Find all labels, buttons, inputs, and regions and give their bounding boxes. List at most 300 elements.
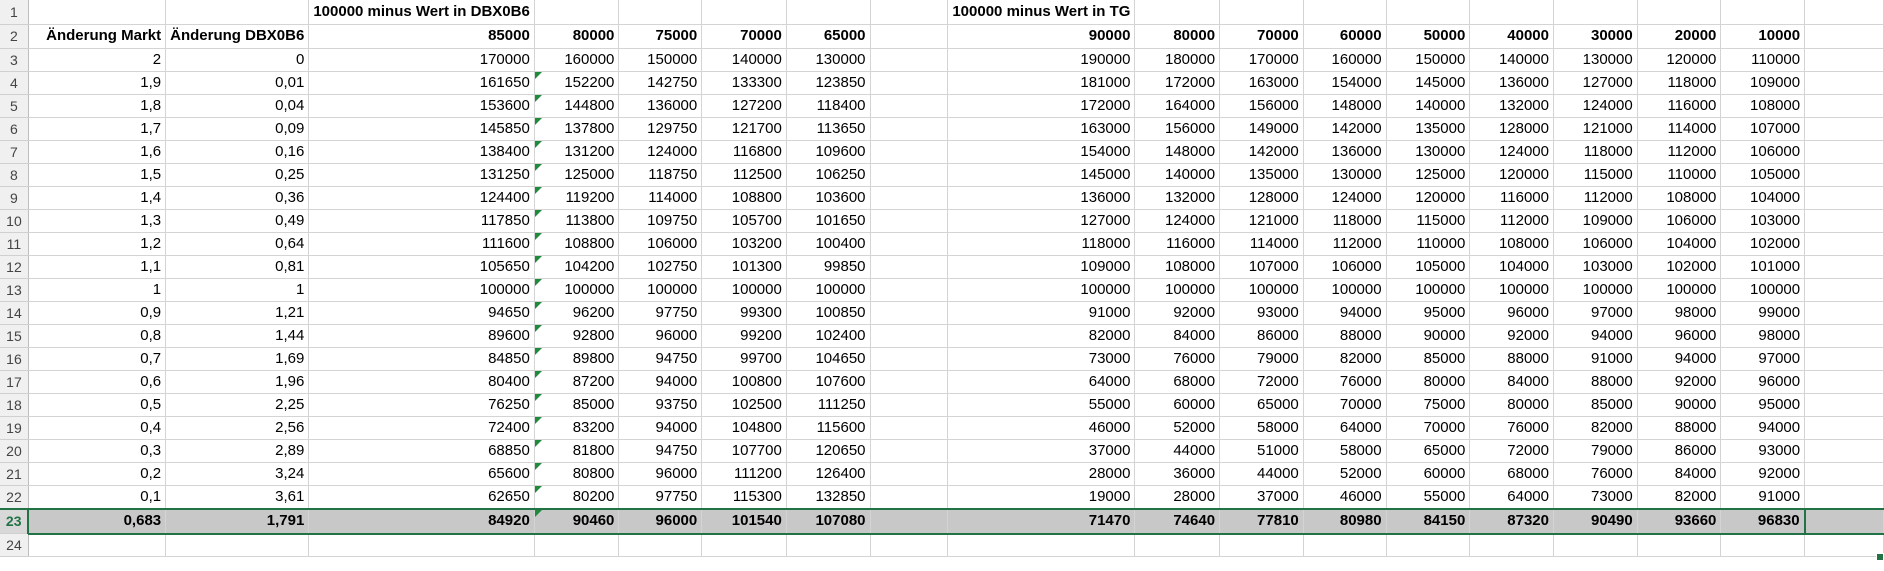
data-cell[interactable]: 95000	[1386, 301, 1470, 324]
data-cell[interactable]: 0	[166, 48, 309, 71]
data-cell[interactable]: 160000	[534, 48, 619, 71]
header-cell-a[interactable]: Änderung Markt	[28, 24, 165, 48]
data-cell[interactable]: 104650	[786, 347, 870, 370]
cell-d1[interactable]	[534, 0, 619, 24]
empty-cell[interactable]	[1303, 534, 1386, 557]
group-header-tg[interactable]: 100000 minus Wert in TG	[948, 0, 1135, 24]
data-cell[interactable]: 109000	[1721, 71, 1805, 94]
data-cell[interactable]: 84000	[1637, 462, 1721, 485]
data-cell[interactable]: 76250	[309, 393, 534, 416]
data-cell[interactable]: 100000	[1470, 278, 1554, 301]
data-cell[interactable]: 98000	[1637, 301, 1721, 324]
data-cell[interactable]: 124000	[619, 140, 702, 163]
cell-h1[interactable]	[870, 0, 948, 24]
data-cell[interactable]: 100000	[786, 278, 870, 301]
cell-r-blank[interactable]	[1805, 301, 1884, 324]
data-cell[interactable]: 60000	[1135, 393, 1220, 416]
data-cell[interactable]: 46000	[948, 416, 1135, 439]
data-cell[interactable]	[870, 485, 948, 509]
data-cell[interactable]	[870, 232, 948, 255]
data-cell[interactable]: 101000	[1721, 255, 1805, 278]
header-cell-b[interactable]: Änderung DBX0B6	[166, 24, 309, 48]
cell-o1[interactable]	[1554, 0, 1638, 24]
data-cell[interactable]: 76000	[1554, 462, 1638, 485]
data-cell[interactable]: 3,61	[166, 485, 309, 509]
total-row[interactable]	[0, 509, 1884, 534]
data-cell[interactable]: 0,04	[166, 94, 309, 117]
data-cell[interactable]: 89600	[309, 324, 534, 347]
data-cell[interactable]: 130000	[786, 48, 870, 71]
data-cell[interactable]: 1,2	[28, 232, 165, 255]
data-cell[interactable]: 1	[28, 278, 165, 301]
data-cell[interactable]: 52000	[1135, 416, 1220, 439]
data-cell[interactable]: 140000	[1386, 94, 1470, 117]
data-cell[interactable]: 124000	[1554, 94, 1638, 117]
data-cell[interactable]: 124400	[309, 186, 534, 209]
total-cell[interactable]: 71470	[948, 509, 1135, 534]
data-cell[interactable]: 131250	[309, 163, 534, 186]
data-cell[interactable]: 150000	[619, 48, 702, 71]
cell-r-blank[interactable]	[1805, 48, 1884, 71]
data-cell[interactable]: 94750	[619, 439, 702, 462]
data-cell[interactable]: 84000	[1135, 324, 1220, 347]
data-cell[interactable]: 132000	[1470, 94, 1554, 117]
data-cell[interactable]: 135000	[1220, 163, 1304, 186]
data-cell[interactable]: 105000	[1721, 163, 1805, 186]
header-cell-h[interactable]	[870, 24, 948, 48]
data-cell[interactable]	[870, 278, 948, 301]
data-cell[interactable]: 1,1	[28, 255, 165, 278]
cell-r-blank[interactable]	[1805, 462, 1884, 485]
data-cell[interactable]: 138400	[309, 140, 534, 163]
data-cell[interactable]: 110000	[1637, 163, 1721, 186]
data-cell[interactable]: 37000	[1220, 485, 1304, 509]
data-cell[interactable]	[870, 416, 948, 439]
data-cell[interactable]: 99700	[702, 347, 787, 370]
data-cell[interactable]: 90000	[1386, 324, 1470, 347]
data-cell[interactable]: 140000	[1135, 163, 1220, 186]
empty-cell[interactable]	[28, 534, 165, 557]
data-cell[interactable]: 106000	[1637, 209, 1721, 232]
cell-r-blank[interactable]	[1805, 324, 1884, 347]
cell-r-blank[interactable]	[1805, 71, 1884, 94]
data-cell[interactable]: 68000	[1470, 462, 1554, 485]
data-cell[interactable]: 115000	[1554, 163, 1638, 186]
data-cell[interactable]: 109000	[948, 255, 1135, 278]
data-cell[interactable]: 115600	[786, 416, 870, 439]
data-cell[interactable]: 170000	[1220, 48, 1304, 71]
data-cell[interactable]	[870, 117, 948, 140]
data-cell[interactable]: 99300	[702, 301, 787, 324]
data-cell[interactable]: 140000	[1470, 48, 1554, 71]
empty-cell[interactable]	[1470, 534, 1554, 557]
data-cell[interactable]: 116000	[1470, 186, 1554, 209]
data-cell[interactable]: 85000	[534, 393, 619, 416]
data-cell[interactable]: 124000	[1303, 186, 1386, 209]
data-cell[interactable]: 94000	[619, 416, 702, 439]
data-cell[interactable]: 156000	[1135, 117, 1220, 140]
data-cell[interactable]: 154000	[1303, 71, 1386, 94]
header-cell-j[interactable]: 80000	[1135, 24, 1220, 48]
data-cell[interactable]: 80400	[309, 370, 534, 393]
data-cell[interactable]: 110000	[1386, 232, 1470, 255]
empty-cell[interactable]	[1721, 534, 1805, 557]
data-cell[interactable]: 97750	[619, 301, 702, 324]
data-cell[interactable]: 2,56	[166, 416, 309, 439]
row-header[interactable]: 1	[0, 0, 28, 24]
row-header[interactable]: 9	[0, 186, 28, 209]
row-header[interactable]: 14	[0, 301, 28, 324]
data-cell[interactable]: 136000	[1470, 71, 1554, 94]
cell-r-blank[interactable]	[1805, 186, 1884, 209]
data-cell[interactable]: 104000	[1721, 186, 1805, 209]
data-cell[interactable]: 98000	[1721, 324, 1805, 347]
data-cell[interactable]: 99000	[1721, 301, 1805, 324]
data-cell[interactable]	[870, 324, 948, 347]
data-cell[interactable]: 79000	[1554, 439, 1638, 462]
row-header[interactable]: 3	[0, 48, 28, 71]
total-cell[interactable]: 84920	[309, 509, 534, 534]
data-cell[interactable]	[870, 94, 948, 117]
cell-r-blank[interactable]	[1805, 94, 1884, 117]
data-cell[interactable]: 105700	[702, 209, 787, 232]
data-cell[interactable]: 156000	[1220, 94, 1304, 117]
data-cell[interactable]: 190000	[948, 48, 1135, 71]
data-cell[interactable]: 0,8	[28, 324, 165, 347]
data-cell[interactable]: 114000	[1637, 117, 1721, 140]
data-cell[interactable]: 92000	[1135, 301, 1220, 324]
data-cell[interactable]: 0,36	[166, 186, 309, 209]
data-cell[interactable]: 123850	[786, 71, 870, 94]
data-cell[interactable]: 96000	[1721, 370, 1805, 393]
cell-r23[interactable]	[1805, 509, 1884, 534]
data-cell[interactable]: 106000	[619, 232, 702, 255]
data-cell[interactable]: 85000	[1386, 347, 1470, 370]
data-cell[interactable]: 125000	[1386, 163, 1470, 186]
data-cell[interactable]: 161650	[309, 71, 534, 94]
data-cell[interactable]: 68000	[1135, 370, 1220, 393]
data-cell[interactable]: 92800	[534, 324, 619, 347]
header-cell-g[interactable]: 65000	[786, 24, 870, 48]
data-cell[interactable]: 104800	[702, 416, 787, 439]
cell-a1[interactable]	[28, 0, 165, 24]
data-cell[interactable]: 112000	[1637, 140, 1721, 163]
data-cell[interactable]: 109000	[1554, 209, 1638, 232]
data-cell[interactable]: 95000	[1721, 393, 1805, 416]
data-cell[interactable]: 82000	[1303, 347, 1386, 370]
data-cell[interactable]: 109600	[786, 140, 870, 163]
data-cell[interactable]: 112500	[702, 163, 787, 186]
data-cell[interactable]: 1,8	[28, 94, 165, 117]
row-header[interactable]: 16	[0, 347, 28, 370]
data-cell[interactable]: 101300	[702, 255, 787, 278]
empty-cell[interactable]	[309, 534, 534, 557]
total-cell[interactable]: 1,791	[166, 509, 309, 534]
data-cell[interactable]: 64000	[948, 370, 1135, 393]
data-cell[interactable]: 145000	[948, 163, 1135, 186]
total-cell[interactable]: 96000	[619, 509, 702, 534]
data-cell[interactable]: 136000	[1303, 140, 1386, 163]
data-cell[interactable]: 0,25	[166, 163, 309, 186]
data-cell[interactable]: 163000	[948, 117, 1135, 140]
data-cell[interactable]	[870, 393, 948, 416]
data-cell[interactable]: 58000	[1303, 439, 1386, 462]
total-cell[interactable]: 96830	[1721, 509, 1805, 534]
data-cell[interactable]: 127000	[1554, 71, 1638, 94]
data-cell[interactable]: 0,09	[166, 117, 309, 140]
header-cell-m[interactable]: 50000	[1386, 24, 1470, 48]
data-cell[interactable]: 64000	[1303, 416, 1386, 439]
total-cell[interactable]: 93660	[1637, 509, 1721, 534]
fill-handle[interactable]	[1876, 553, 1884, 561]
row-header[interactable]: 2	[0, 24, 28, 48]
data-cell[interactable]: 100800	[702, 370, 787, 393]
total-cell[interactable]	[870, 509, 948, 534]
data-cell[interactable]: 107600	[786, 370, 870, 393]
data-cell[interactable]: 28000	[948, 462, 1135, 485]
header-cell-n[interactable]: 40000	[1470, 24, 1554, 48]
data-cell[interactable]: 89800	[534, 347, 619, 370]
data-cell[interactable]: 145000	[1386, 71, 1470, 94]
data-cell[interactable]: 113800	[534, 209, 619, 232]
data-cell[interactable]: 65000	[1386, 439, 1470, 462]
data-cell[interactable]: 73000	[948, 347, 1135, 370]
data-cell[interactable]: 91000	[1554, 347, 1638, 370]
data-cell[interactable]: 104000	[1470, 255, 1554, 278]
data-cell[interactable]: 76000	[1470, 416, 1554, 439]
data-cell[interactable]: 105000	[1386, 255, 1470, 278]
data-cell[interactable]: 1,96	[166, 370, 309, 393]
data-cell[interactable]: 108800	[534, 232, 619, 255]
data-cell[interactable]: 121700	[702, 117, 787, 140]
data-cell[interactable]	[870, 370, 948, 393]
data-cell[interactable]: 85000	[1554, 393, 1638, 416]
data-cell[interactable]: 140000	[702, 48, 787, 71]
data-cell[interactable]: 62650	[309, 485, 534, 509]
data-cell[interactable]: 107000	[1721, 117, 1805, 140]
data-cell[interactable]: 101650	[786, 209, 870, 232]
cell-l1[interactable]	[1303, 0, 1386, 24]
data-cell[interactable]: 80000	[1386, 370, 1470, 393]
cell-f1[interactable]	[702, 0, 787, 24]
data-cell[interactable]: 28000	[1135, 485, 1220, 509]
header-cell-l[interactable]: 60000	[1303, 24, 1386, 48]
data-cell[interactable]: 114000	[619, 186, 702, 209]
row-header[interactable]: 23	[0, 509, 28, 534]
data-cell[interactable]: 97000	[1721, 347, 1805, 370]
data-cell[interactable]: 70000	[1303, 393, 1386, 416]
empty-cell[interactable]	[619, 534, 702, 557]
data-cell[interactable]: 94750	[619, 347, 702, 370]
data-cell[interactable]: 1,44	[166, 324, 309, 347]
data-cell[interactable]: 149000	[1220, 117, 1304, 140]
data-cell[interactable]: 84850	[309, 347, 534, 370]
cell-r-blank[interactable]	[1805, 117, 1884, 140]
data-cell[interactable]: 96000	[619, 462, 702, 485]
data-cell[interactable]: 172000	[948, 94, 1135, 117]
row-header[interactable]: 13	[0, 278, 28, 301]
data-cell[interactable]: 100000	[534, 278, 619, 301]
row-header[interactable]: 10	[0, 209, 28, 232]
data-cell[interactable]: 100400	[786, 232, 870, 255]
data-cell[interactable]: 86000	[1220, 324, 1304, 347]
data-cell[interactable]: 94000	[619, 370, 702, 393]
data-cell[interactable]: 102000	[1637, 255, 1721, 278]
data-cell[interactable]: 81800	[534, 439, 619, 462]
total-cell[interactable]: 74640	[1135, 509, 1220, 534]
data-cell[interactable]: 96200	[534, 301, 619, 324]
data-cell[interactable]: 92000	[1470, 324, 1554, 347]
data-cell[interactable]: 148000	[1303, 94, 1386, 117]
data-cell[interactable]: 80000	[1470, 393, 1554, 416]
empty-cell[interactable]	[1637, 534, 1721, 557]
data-cell[interactable]: 126400	[786, 462, 870, 485]
data-cell[interactable]: 0,64	[166, 232, 309, 255]
data-cell[interactable]: 113650	[786, 117, 870, 140]
data-cell[interactable]: 99200	[702, 324, 787, 347]
cell-q1[interactable]	[1721, 0, 1805, 24]
data-cell[interactable]: 88000	[1470, 347, 1554, 370]
data-cell[interactable]: 135000	[1386, 117, 1470, 140]
data-cell[interactable]: 94000	[1554, 324, 1638, 347]
row-header[interactable]: 6	[0, 117, 28, 140]
data-cell[interactable]: 84000	[1470, 370, 1554, 393]
data-cell[interactable]: 91000	[948, 301, 1135, 324]
cell-r-blank[interactable]	[1805, 370, 1884, 393]
data-cell[interactable]: 1,21	[166, 301, 309, 324]
data-cell[interactable]: 106250	[786, 163, 870, 186]
data-cell[interactable]: 90000	[1637, 393, 1721, 416]
data-cell[interactable]: 106000	[1721, 140, 1805, 163]
data-cell[interactable]: 80800	[534, 462, 619, 485]
data-cell[interactable]: 110000	[1721, 48, 1805, 71]
data-cell[interactable]: 132850	[786, 485, 870, 509]
cell-b1[interactable]	[166, 0, 309, 24]
data-cell[interactable]: 70000	[1386, 416, 1470, 439]
data-cell[interactable]: 93750	[619, 393, 702, 416]
data-cell[interactable]: 108000	[1721, 94, 1805, 117]
data-cell[interactable]: 75000	[1386, 393, 1470, 416]
header-cell-q[interactable]: 10000	[1721, 24, 1805, 48]
row-header[interactable]: 21	[0, 462, 28, 485]
data-cell[interactable]: 115000	[1386, 209, 1470, 232]
data-cell[interactable]: 106000	[1303, 255, 1386, 278]
data-cell[interactable]: 0,16	[166, 140, 309, 163]
cell-r-blank[interactable]	[1805, 140, 1884, 163]
data-cell[interactable]: 107000	[1220, 255, 1304, 278]
total-cell[interactable]: 84150	[1386, 509, 1470, 534]
data-cell[interactable]: 148000	[1135, 140, 1220, 163]
data-cell[interactable]: 160000	[1303, 48, 1386, 71]
data-cell[interactable]: 65000	[1220, 393, 1304, 416]
row-header[interactable]: 18	[0, 393, 28, 416]
data-cell[interactable]: 97000	[1554, 301, 1638, 324]
data-cell[interactable]	[870, 347, 948, 370]
data-cell[interactable]: 102400	[786, 324, 870, 347]
data-cell[interactable]: 94000	[1303, 301, 1386, 324]
total-cell[interactable]: 87320	[1470, 509, 1554, 534]
data-cell[interactable]: 94000	[1637, 347, 1721, 370]
data-cell[interactable]: 37000	[948, 439, 1135, 462]
data-cell[interactable]: 100000	[309, 278, 534, 301]
data-cell[interactable]: 125000	[534, 163, 619, 186]
row-header[interactable]: 20	[0, 439, 28, 462]
data-cell[interactable]: 3,24	[166, 462, 309, 485]
data-cell[interactable]: 142000	[1220, 140, 1304, 163]
total-cell[interactable]: 101540	[702, 509, 787, 534]
cell-r-blank[interactable]	[1805, 163, 1884, 186]
data-cell[interactable]: 111600	[309, 232, 534, 255]
data-cell[interactable]: 102000	[1721, 232, 1805, 255]
data-cell[interactable]: 72400	[309, 416, 534, 439]
data-cell[interactable]: 2	[28, 48, 165, 71]
data-cell[interactable]: 103000	[1554, 255, 1638, 278]
data-cell[interactable]: 103600	[786, 186, 870, 209]
data-cell[interactable]: 100000	[1554, 278, 1638, 301]
data-cell[interactable]	[870, 462, 948, 485]
row-header[interactable]: 12	[0, 255, 28, 278]
data-cell[interactable]: 144800	[534, 94, 619, 117]
data-cell[interactable]	[870, 301, 948, 324]
data-cell[interactable]: 130000	[1554, 48, 1638, 71]
empty-cell[interactable]	[702, 534, 787, 557]
data-cell[interactable]: 112000	[1554, 186, 1638, 209]
cell-r-blank[interactable]	[1805, 393, 1884, 416]
data-cell[interactable]: 120000	[1470, 163, 1554, 186]
cell-p1[interactable]	[1637, 0, 1721, 24]
data-cell[interactable]: 136000	[619, 94, 702, 117]
empty-cell[interactable]	[1220, 534, 1304, 557]
data-cell[interactable]	[870, 186, 948, 209]
data-cell[interactable]: 52000	[1303, 462, 1386, 485]
data-cell[interactable]: 100000	[702, 278, 787, 301]
data-cell[interactable]: 118000	[1303, 209, 1386, 232]
row-header[interactable]: 5	[0, 94, 28, 117]
data-cell[interactable]	[870, 439, 948, 462]
data-cell[interactable]: 145850	[309, 117, 534, 140]
data-cell[interactable]: 108800	[702, 186, 787, 209]
data-cell[interactable]: 68850	[309, 439, 534, 462]
data-cell[interactable]: 121000	[1554, 117, 1638, 140]
data-cell[interactable]: 0,7	[28, 347, 165, 370]
row-header[interactable]: 17	[0, 370, 28, 393]
data-cell[interactable]: 116800	[702, 140, 787, 163]
data-cell[interactable]: 0,4	[28, 416, 165, 439]
data-cell[interactable]: 116000	[1135, 232, 1220, 255]
data-cell[interactable]: 129750	[619, 117, 702, 140]
header-cell-i[interactable]: 90000	[948, 24, 1135, 48]
cell-m1[interactable]	[1386, 0, 1470, 24]
row-header[interactable]: 7	[0, 140, 28, 163]
data-cell[interactable]: 100000	[1721, 278, 1805, 301]
empty-cell[interactable]	[870, 534, 948, 557]
data-cell[interactable]: 103000	[1721, 209, 1805, 232]
data-cell[interactable]: 76000	[1135, 347, 1220, 370]
total-cell[interactable]: 80980	[1303, 509, 1386, 534]
data-cell[interactable]: 180000	[1135, 48, 1220, 71]
empty-cell[interactable]	[534, 534, 619, 557]
total-cell[interactable]: 107080	[786, 509, 870, 534]
data-cell[interactable]: 0,01	[166, 71, 309, 94]
data-cell[interactable]: 102500	[702, 393, 787, 416]
data-cell[interactable]: 114000	[1220, 232, 1304, 255]
data-cell[interactable]: 154000	[948, 140, 1135, 163]
data-cell[interactable]: 100000	[619, 278, 702, 301]
data-cell[interactable]: 1,3	[28, 209, 165, 232]
data-cell[interactable]: 100850	[786, 301, 870, 324]
total-cell[interactable]: 90460	[534, 509, 619, 534]
cell-r-blank[interactable]	[1805, 209, 1884, 232]
